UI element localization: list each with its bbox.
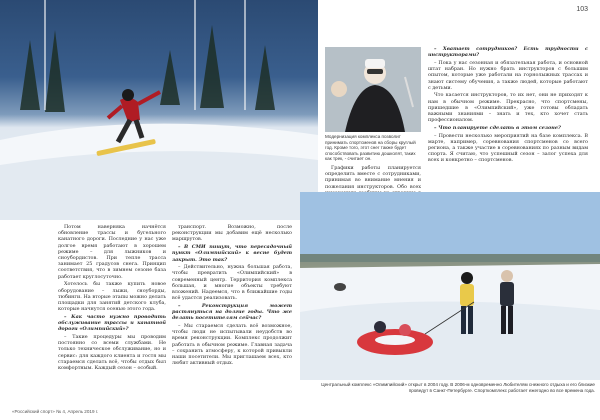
answer: – Действительно, нужна большая работа, чтобы превратить «Олимпийский» в современный центр. Территория комплекса большая, и многие объекты требуют вложений. Надеемся, что в ближайшие годы всё удастся реализовать. <box>172 264 292 302</box>
question: – Реконструкция может растянуться на долгие годы. Что же делать посетителям сейчас? <box>172 302 292 322</box>
page-number: 103 <box>576 6 588 13</box>
question: – Что планируете сделать в этом сезоне? <box>434 124 561 131</box>
instructor-photo <box>325 47 421 132</box>
tubing-photo <box>300 192 600 380</box>
magazine-footer: «Российский спорт» № 4, Апрель 2019 г. <box>12 409 99 414</box>
paragraph: Графики работы планируется определить вместе с сотрудниками, принимая во внимание мнения и пожелания инструкторов. Обо всех <box>325 165 421 190</box>
question: – В СМИ пишут, что пересадочный пункт «Олимпийский» к весне будет закрыт. Это так? <box>172 244 292 263</box>
portrait-caption: Модернизация комплекса позволит принимать спортсменов на сборы круглый год. Кроме того, этот снег также будет способствовать развитию дошколят, таких как трек, - считает он. <box>325 134 416 162</box>
answer: Что касается инструкторов, то их нет, они не приходят к нам в обычном режиме. Прекрасно, что спортсмены, пришедшие в «Олимпийский», уже готовы обладать важными знаниями – знать и тех, кто хочет стать профессионалом. <box>428 92 588 124</box>
tubing-caption: Центральный комплекс «Олимпийский» открыт в 2004 году. В 2006-м одновременно Любителям снежного отдыха и его близкие проведут в Санкт-Петербурге. Спорткомплекс работает ежегодно во все времена года. <box>321 382 595 393</box>
interview-column-mid-right <box>325 165 421 189</box>
interview-column-middle <box>172 224 292 404</box>
snowboarder-photo <box>0 0 318 220</box>
answer: – Мы стараемся сделать всё возможное, чтобы люди не испытывали неудобств во время реконструкции. Комплекс продолжит работать в обычном режиме. Главная задача – сохранить атмосферу, к которой привыкли наши посетители. Мы приглашаем всех, кто любит активный отдых. <box>172 323 292 367</box>
answer: – Пока у нас сезонная и обязательная работа, и основной штат набран. Но нужно брать инструкторов с большим опытом, которые уже работали на горнолыжных трассах и знают систему обучения, а также людей, которые работают с детьми. <box>428 59 588 91</box>
answer: – Провести несколько мероприятий на базе комплекса. В марте, например, соревнования спортсменов со всего региона, а также участие в соревнованиях по разным видам спорта. Я считаю, что успешный сезон – залог успеха для всех и конкретно – спортсменов. <box>428 132 588 164</box>
interview-column-top-right <box>428 46 588 188</box>
question: – Как часто нужно проводить обслуживание трассы и канатной дороги «Олимпийский»? <box>58 313 166 333</box>
paragraph: Потом наверняка начнётся обновление трассы и бугельного канатного дороги. Последние у нас уже долгое время работают в хорошем режиме – для лыжников и сноубордистов. При тепле трасса занимает 25 градусов снега. Принцип соответствия, что в зимнем сезоне база работает круглосуточно. <box>58 224 166 280</box>
paragraph: Хотелось бы также купить новое оборудование – лыжи, сноуборды, тюбинги. На вторые этапы можно делать площадки для занятий детского клуба, которые начнутся осенью этого года. <box>58 281 166 313</box>
paragraph: транспорт. Возможно, после реконструкции мы добавим ещё несколько маршрутов. <box>172 224 292 243</box>
snowboarder-illustration <box>0 0 318 220</box>
instructor-illustration <box>325 47 421 132</box>
tubing-illustration <box>300 192 600 380</box>
interview-column-left <box>58 224 166 404</box>
question: – Хватает сотрудников? Есть трудности с инструкторами? <box>428 46 588 59</box>
answer: – Такие процедуры мы проводим постоянно со всеми службами. Не только техническое обслуживание, но и сервис: для каждого клиента и гостя мы стараемся сделать всё, чтобы отдых был комфортным. Каждый сезон – особый. <box>58 333 166 371</box>
